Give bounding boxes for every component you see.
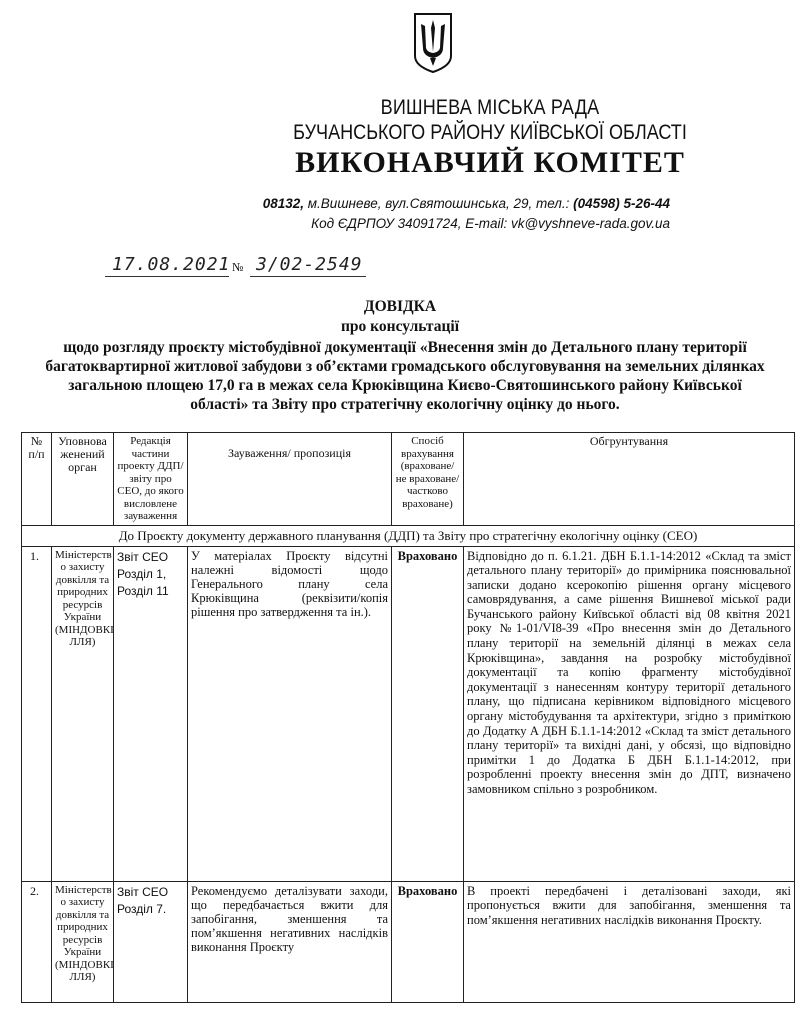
header-remark: Зауваження/ пропозиція	[188, 433, 392, 526]
section-title: До Проєкту документу державного планування (ДДП) та Звіту про стратегічну екологічну оцінку (СЕО)	[22, 525, 795, 546]
row-no: 1.	[22, 546, 52, 881]
council-name: ВИШНЕВА МІСЬКА РАДА	[380, 96, 600, 119]
postal-code: 08132,	[262, 196, 305, 211]
header-org: Уповнова женений орган	[52, 433, 114, 526]
row-justification: В проекті передбачені і деталізовані заходи, які пропонується вжити для запобігання, зменшення та пом’якшення негативних наслідків виконання Проєкту.	[464, 881, 795, 1002]
table-header-row	[22, 433, 795, 526]
document-subtitle: про консультації	[340, 318, 460, 335]
number-underline	[250, 276, 366, 277]
row-remark: Рекомендуємо деталізувати заходи, що передбачається вжити для запобігання, зменшення та пом’якшення негативних наслідків виконання Проєкту	[188, 881, 392, 1002]
consultation-table	[21, 432, 795, 1003]
address-text: м.Вишневе, вул.Святошинська, 29, тел.:	[304, 196, 574, 211]
section-row	[22, 525, 795, 546]
row-justification: Відповідно до п. 6.1.21. ДБН Б.1.1-14:2012 «Склад та зміст детального плану території» до примірника пояснювальної записки додано ксерокопію рішення органу місцевого самоврядування, а саме рішення Вишневої міської ради Бучанського району Київської області від 08 квітня 2021 року №1-01/VІ8-39 «Про внесення змін до Детального плану території на земельній ділянці в межах села Крюківщина», завдання на розробку містобудівної документації та копію фрагменту містобудівної документації з нанесенням контуру території детального плану, що підписана керівником відповідного місцевого органу містобудування та архітектури, згідно з приміткою до Додатку А ДБН Б.1.1-14:2012 «Склад та зміст детального плану території» та вихідні дані, у обсязі, що відповідно примітки 1 до Додатка Б ДБН Б.1.1-14:2012, при розробленні проекту внесення змін до ДПТ, визначено замовником спільно з розробником.	[464, 546, 795, 881]
row-remark: У матеріалах Проєкту відсутні належні відомості щодо Генерального плану села Крюківщина (реквізити/копія рішення про затвердження та ін.).	[188, 546, 392, 881]
row-status: Враховано	[392, 881, 464, 1002]
trident-emblem-icon	[411, 12, 455, 74]
document-description: щодо розгляду проєкту містобудівної документації «Внесення змін до Детального плану території багатоквартирної житлової забудови з об’єктами громадського обслуговування на земельних ділянках загальною площею 17,0 га в межах села Крюківщина Києво-Святошинського району Київської області» та Звіту про стратегічну екологічну оцінку до нього.	[45, 339, 765, 413]
codes-line: Код ЄДРПОУ 34091724, E-mail: vk@vyshneve-rada.gov.ua	[311, 216, 670, 231]
header-status: Спосіб врахування (враховане/ не враховане/ частково враховане)	[392, 433, 464, 526]
row-no: 2.	[22, 881, 52, 1002]
table-row	[22, 546, 795, 881]
row-org: Міністерств о захисту довкілля та природних ресурсів України (МІНДОВКІ ЛЛЯ)	[52, 546, 114, 881]
row-part: Звіт СЕО Розділ 7.	[114, 881, 188, 1002]
date-underline	[105, 276, 229, 277]
phone-number: (04598) 5-26-44	[573, 196, 670, 211]
row-org: Міністерств о захисту довкілля та природних ресурсів України (МІНДОВКІ ЛЛЯ)	[52, 881, 114, 1002]
table-row	[22, 881, 795, 1002]
address-line	[230, 196, 670, 211]
row-status: Враховано	[392, 546, 464, 881]
header-part: Редакція частини проекту ДДП/звіту про СЕО, до якого висловлене зауваження	[114, 433, 188, 526]
header-justification: Обгрунтування	[464, 433, 795, 526]
document-title: ДОВІДКА	[363, 298, 437, 315]
header-no: № п/п	[22, 433, 52, 526]
district-name: БУЧАНСЬКОГО РАЙОНУ КИЇВСЬКОЇ ОБЛАСТІ	[293, 121, 687, 144]
row-part: Звіт СЕО Розділ 1, Розділ 11	[114, 546, 188, 881]
number-sign: №	[232, 260, 244, 274]
registration-number: 3/02-2549	[256, 254, 363, 275]
committee-name: ВИКОНАВЧИЙ КОМІТЕТ	[295, 146, 685, 179]
registration-date: 17.08.2021	[112, 254, 231, 275]
